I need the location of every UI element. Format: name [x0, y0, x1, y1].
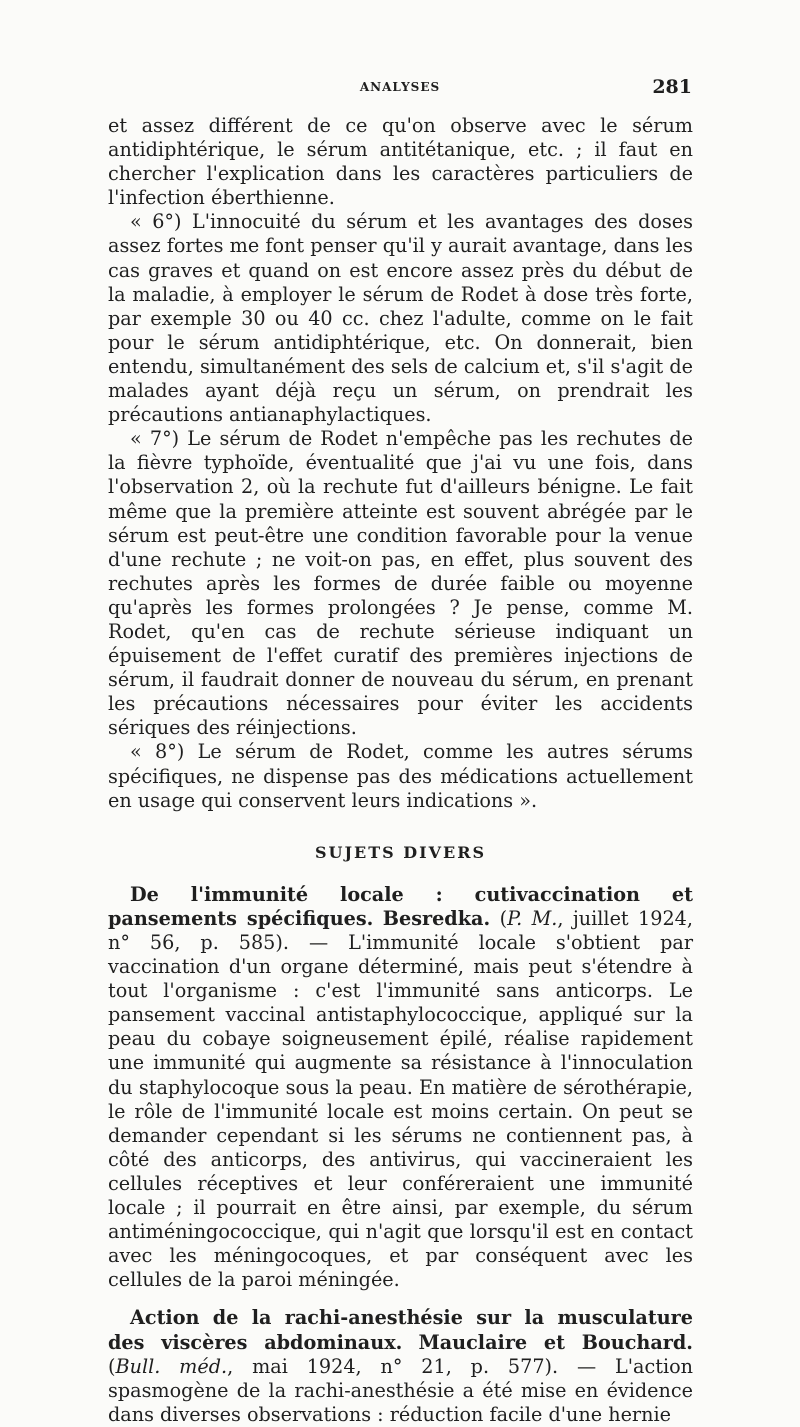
page-body	[108, 114, 693, 1427]
entry-authors: Mauclaire et Bouchard.	[418, 1330, 693, 1354]
entry-title: De l'immunité locale : cutivaccination et pansements spécifiques.	[108, 882, 693, 930]
page-number: 281	[652, 76, 692, 98]
entry-source-open: (	[108, 1354, 116, 1378]
entry-source-details: , juillet 1924, n° 56, p. 585).	[108, 906, 693, 954]
running-head	[108, 76, 692, 104]
running-head-title: ANALYSES	[359, 80, 441, 94]
entry-source-journal: Bull. méd.	[115, 1354, 228, 1378]
entry-title: Action de la rachi-anesthésie sur la musculature des viscères abdominaux.	[108, 1306, 693, 1354]
entry-text: — L'immunité locale s'obtient par vaccination d'un organe déterminé, mais peut s'étendre à tout l'organisme : c'est l'immunité sans anticorps. Le pansement vaccinal antistaphylococcique, appliqué sur la peau du cobaye soigneusement épilé, réalise rapidement une immunité qui augmente sa résistance à l'innoculation du staphylocoque sous la peau. En matière de sérothérapie, le rôle de l'immunité locale est moins certain. On peut se demander cependant si les sérums ne contiennent pas, à côté des anticorps, des antivirus, qui vaccineraient les cellules réceptives et leur conféreraient une immunité locale ; il pourrait en être ainsi, par exemple, du sérum antiméningococcique, qui n'agit que lorsqu'il est en contact avec les méningocoques, et par conséquent avec les cellules de la paroi méningée.	[108, 931, 693, 1292]
entry-source-open: (	[499, 906, 508, 930]
abstract-entry	[108, 883, 693, 1293]
paragraph-point-7: « 7°) Le sérum de Rodet n'empêche pas les rechutes de la fièvre typhoïde, éventualité que j'ai vu une fois, dans l'observation 2, où la rechute fut d'ailleurs bénigne. Le fait même que la première atteinte est souvent abrégée par le sérum est peut-être une condition favorable pour la venue d'une rechute ; ne voit-on pas, en effet, plus souvent des rechutes après les formes de durée faible ou moyenne qu'après les formes prolongées ? Je pense, comme M. Rodet, qu'en cas de rechute sérieuse indiquant un épuisement de l'effet curatif des premières injections de sérum, il faudrait donner de nouveau du sérum, en prenant les précautions nécessaires pour éviter les accidents sériques des réinjections.	[108, 427, 693, 740]
entry-source-journal: P. M.	[507, 906, 558, 930]
section-heading: SUJETS DIVERS	[314, 842, 487, 862]
entry-source-details: , mai 1924, n° 21, p. 577).	[227, 1354, 559, 1378]
paragraph-point-6: « 6°) L'innocuité du sérum et les avantages des doses assez fortes me font penser qu'il y aurait avantage, dans les cas graves et quand on est encore assez près du début de la maladie, à employer le sérum de Rodet à dose très forte, par exemple 30 ou 40 cc. chez l'adulte, comme on le fait pour le sérum antidiphtérique, etc. On donnerait, bien entendu, simultanément des sels de calcium et, s'il s'agit de malades ayant déjà reçu un sérum, on prendrait les précautions antianaphylactiques.	[108, 210, 693, 427]
paragraph-point-8: « 8°) Le sérum de Rodet, comme les autres sérums spécifiques, ne dispense pas des médications actuellement en usage qui conservent leurs indications ».	[108, 740, 693, 812]
entry-authors: Besredka.	[382, 906, 491, 930]
paragraph-continued: et assez différent de ce qu'on observe avec le sérum antidiphtérique, le sérum antitétanique, etc. ; il faut en chercher l'explication dans les caractères particuliers de l'infection éberthienne.	[108, 114, 693, 210]
abstract-entry	[108, 1306, 693, 1426]
entry-text: — L'action spasmogène de la rachi-anesthésie a été mise en évidence dans diverses observations : réduction facile d'une hernie	[108, 1354, 693, 1426]
